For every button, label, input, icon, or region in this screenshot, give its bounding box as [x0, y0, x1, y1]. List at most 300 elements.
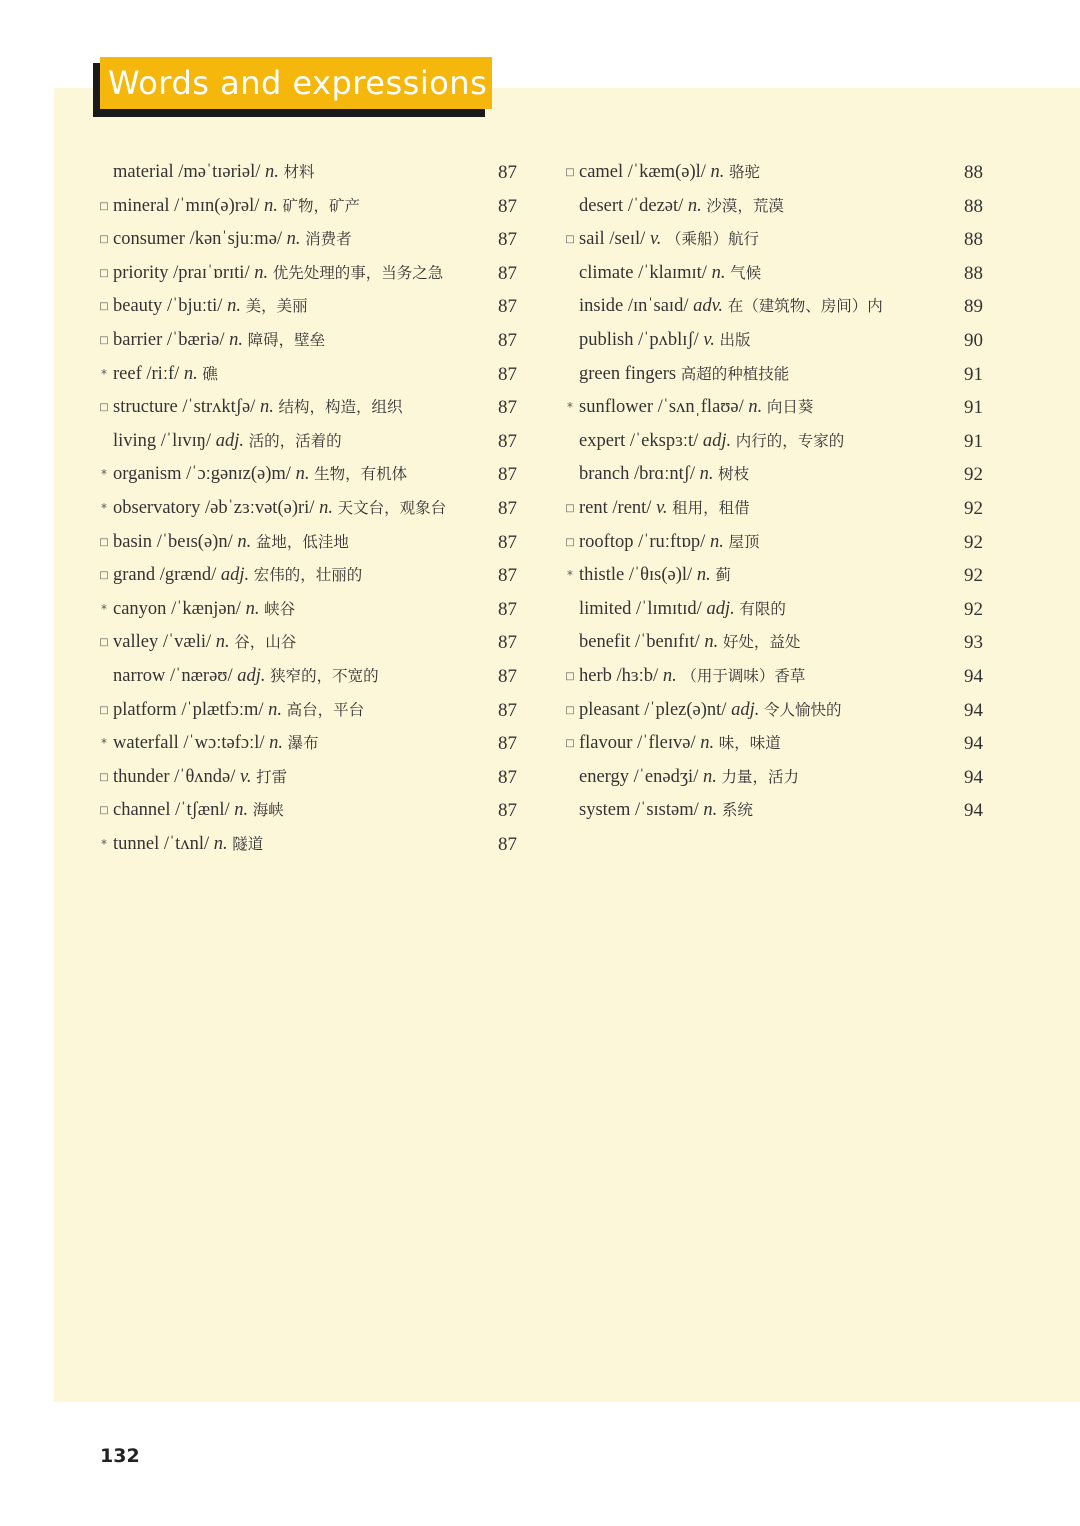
entry-part-of-speech: n.: [696, 565, 711, 586]
entry-part-of-speech: n.: [259, 397, 274, 418]
entry-marker: □: [99, 267, 109, 279]
entry-word: thunder: [113, 766, 170, 787]
entry-part-of-speech: adj.: [215, 430, 244, 451]
vocabulary-entry: [563, 526, 983, 560]
entry-text: [113, 156, 315, 190]
entry-marker: □: [565, 670, 575, 682]
entry-text: [113, 458, 407, 492]
entry-text: [579, 290, 883, 324]
entry-marker: □: [99, 805, 109, 817]
entry-text: [113, 694, 364, 728]
entry-word: expert: [579, 430, 626, 451]
entry-page: 87: [498, 229, 517, 251]
entry-word: climate: [579, 262, 634, 283]
entry-phonetic: /ˈnærəʊ/: [170, 665, 233, 686]
entry-phonetic: /ɪnˈsaɪd/: [627, 296, 689, 317]
entry-marker: □: [99, 570, 109, 582]
vocabulary-entry: [563, 559, 983, 593]
entry-phonetic: /ˈbenɪfɪt/: [635, 632, 700, 653]
entry-phonetic: /riːf/: [146, 363, 180, 384]
entry-word: flavour: [579, 733, 633, 754]
entry-meaning: 在（建筑物、房间）内: [727, 297, 883, 316]
entry-page: 87: [498, 632, 517, 654]
entry-page: 87: [498, 833, 517, 855]
entry-part-of-speech: n.: [215, 632, 230, 653]
entry-phonetic: /ˈkæm(ə)l/: [627, 162, 706, 182]
entry-part-of-speech: n.: [227, 296, 241, 317]
entry-phonetic: /ˈθɪs(ə)l/: [628, 565, 693, 586]
entry-part-of-speech: n.: [268, 699, 283, 720]
vocabulary-entry: [97, 324, 517, 358]
entry-phonetic: /məˈtɪəriəl/: [178, 162, 261, 182]
entry-page: 94: [964, 699, 983, 721]
entry-page: 90: [964, 329, 983, 351]
entry-page: 89: [964, 296, 983, 318]
entry-meaning: 向日葵: [766, 398, 814, 417]
entry-word: camel: [579, 162, 624, 182]
entry-word: sunflower: [579, 397, 653, 418]
vocabulary-entry: [563, 190, 983, 224]
entry-marker: □: [565, 502, 575, 514]
entry-text: [579, 223, 759, 257]
entry-text: [579, 694, 841, 728]
vocabulary-entry: [563, 694, 983, 728]
entry-meaning: 味，味道: [718, 734, 781, 753]
entry-part-of-speech: n.: [687, 195, 702, 216]
vocabulary-entry: [563, 324, 983, 358]
entry-phonetic: /kənˈsjuːmə/: [189, 229, 283, 250]
entry-phonetic: /ˈstrʌktʃə/: [182, 397, 256, 418]
entry-page: 91: [964, 397, 983, 419]
vocabulary-entry: [97, 526, 517, 560]
vocabulary-entry: [97, 593, 517, 627]
section-title: Words and expressions: [100, 57, 492, 109]
entry-marker: □: [99, 637, 109, 649]
entry-page: 91: [964, 363, 983, 385]
star-marker: *: [101, 366, 107, 381]
entry-meaning: 结构，构造，组织: [278, 398, 403, 417]
entry-part-of-speech: adj.: [220, 565, 250, 586]
vocabulary-entry: [97, 694, 517, 728]
entry-page: 87: [498, 464, 517, 486]
entry-page: 87: [498, 296, 517, 318]
vocabulary-entry: [97, 358, 517, 392]
entry-page: 87: [498, 733, 517, 755]
star-marker: *: [567, 400, 573, 415]
entry-word: canyon: [113, 598, 167, 619]
entry-page: 87: [498, 162, 517, 183]
entry-marker: □: [565, 738, 575, 750]
entry-marker: □: [99, 301, 109, 313]
entry-page: 87: [498, 329, 517, 351]
entry-text: [579, 626, 800, 660]
entry-page: 87: [498, 195, 517, 217]
entry-word: system: [579, 800, 631, 821]
entry-meaning: 天文台，观象台: [337, 498, 447, 517]
entry-text: [113, 492, 446, 526]
entry-marker: □: [99, 200, 109, 212]
entry-marker: □: [565, 234, 575, 246]
entry-meaning: 高台，平台: [286, 700, 365, 719]
entry-meaning: （用于调味）香草: [681, 666, 806, 685]
entry-text: [113, 794, 284, 828]
entry-meaning: 好处，益处: [722, 633, 801, 652]
entry-part-of-speech: n.: [229, 329, 243, 350]
entry-marker: □: [99, 704, 109, 716]
star-marker: *: [101, 467, 107, 482]
entry-part-of-speech: n.: [699, 464, 714, 485]
entry-word: rooftop: [579, 531, 634, 552]
vocabulary-entry: [97, 492, 517, 526]
vocabulary-entry: [97, 290, 517, 324]
entry-meaning: 活的，活着的: [248, 431, 342, 450]
entry-phonetic: /ˈɔːgənɪz(ə)m/: [186, 464, 291, 485]
entry-part-of-speech: n.: [704, 632, 719, 653]
entry-phonetic: /rent/: [612, 497, 652, 518]
entry-meaning: 盆地，低洼地: [255, 532, 349, 551]
vocabulary-entry: [563, 626, 983, 660]
vocabulary-entry: [563, 223, 983, 257]
entry-page: 87: [498, 766, 517, 788]
entry-word: platform: [113, 699, 177, 720]
vocabulary-entry: [563, 492, 983, 526]
vocabulary-entry: [563, 257, 983, 291]
entry-meaning: 隧道: [232, 834, 264, 853]
vocabulary-entry: [97, 391, 517, 425]
entry-phonetic: /ˈfleɪvə/: [637, 733, 696, 754]
entry-phonetic: /əbˈzɜːvət(ə)ri/: [204, 497, 315, 518]
entry-part-of-speech: adj.: [706, 598, 735, 619]
entry-meaning: 生物，有机体: [314, 465, 408, 484]
entry-phonetic: /ˈmɪn(ə)rəl/: [174, 195, 260, 216]
entry-part-of-speech: adj.: [702, 430, 732, 451]
entry-phonetic: /ˈbjuːti/: [166, 296, 223, 317]
entry-part-of-speech: v.: [649, 229, 662, 250]
vocabulary-entry: [563, 660, 983, 694]
entry-page: 92: [964, 565, 983, 587]
entry-part-of-speech: n.: [237, 531, 252, 552]
entry-text: [113, 425, 342, 459]
vocabulary-entry: [563, 593, 983, 627]
vocabulary-entry: [563, 794, 983, 828]
entry-meaning: 有限的: [739, 599, 786, 618]
entry-word: channel: [113, 800, 171, 821]
entry-text: [579, 391, 813, 425]
entry-phonetic: /ˈtʌnl/: [163, 833, 210, 854]
entry-part-of-speech: n.: [234, 800, 249, 821]
entry-word: publish: [579, 329, 634, 350]
entry-phonetic: /ˈpʌblɪʃ/: [638, 329, 699, 350]
entry-page: 91: [964, 430, 983, 452]
entry-meaning: 礁: [202, 364, 218, 383]
entry-page: 88: [964, 229, 983, 251]
entry-word: energy: [579, 766, 629, 787]
entry-part-of-speech: n.: [245, 598, 260, 619]
entry-page: 87: [498, 800, 517, 822]
entry-word: barrier: [113, 329, 163, 350]
entry-phonetic: /ˈsɪstəm/: [635, 800, 699, 821]
entry-page: 88: [964, 195, 983, 217]
entry-marker: □: [99, 402, 109, 414]
entry-meaning: 狭窄的，不宽的: [270, 666, 379, 685]
entry-word: rent: [579, 497, 608, 518]
entry-word: pleasant: [579, 699, 640, 720]
entry-phonetic: /ˈekspɜːt/: [629, 430, 699, 451]
page-number: 132: [100, 1445, 140, 1467]
entry-meaning: 骆驼: [729, 163, 761, 181]
entry-page: 87: [498, 565, 517, 587]
vocabulary-entry: [97, 559, 517, 593]
entry-part-of-speech: n.: [286, 229, 301, 250]
vocabulary-entry: [97, 828, 517, 862]
entry-word: inside: [579, 296, 624, 317]
entry-part-of-speech: adj.: [237, 665, 266, 686]
entry-meaning: 海峡: [252, 801, 284, 820]
entry-text: [113, 559, 362, 593]
entry-meaning: 美，美丽: [245, 297, 308, 316]
entry-part-of-speech: n.: [183, 363, 198, 384]
entry-word: material: [113, 162, 174, 182]
entry-part-of-speech: n.: [700, 733, 715, 754]
entry-word: beauty: [113, 296, 163, 317]
entry-part-of-speech: n.: [702, 766, 717, 787]
entry-part-of-speech: adv.: [693, 296, 724, 317]
entry-part-of-speech: n.: [254, 262, 269, 283]
entry-meaning: 租用，租借: [672, 498, 750, 517]
star-marker: *: [101, 500, 107, 515]
entry-page: 92: [964, 464, 983, 486]
entry-meaning: 树枝: [718, 465, 750, 484]
entry-word: herb: [579, 665, 612, 686]
entry-word: living: [113, 430, 157, 451]
entry-meaning: 峡谷: [264, 599, 296, 618]
vocabulary-entry: [563, 761, 983, 795]
entry-text: [113, 190, 360, 224]
entry-phonetic: /brɑːntʃ/: [633, 464, 696, 485]
entry-part-of-speech: n.: [264, 195, 278, 216]
entry-text: [579, 358, 789, 392]
entry-text: [579, 794, 753, 828]
entry-phonetic: /ˈtʃænl/: [175, 800, 230, 821]
vocabulary-entry: [563, 391, 983, 425]
entry-phonetic: /ˈruːftɒp/: [638, 531, 706, 552]
entry-meaning: 矿物，矿产: [282, 196, 361, 215]
entry-text: [113, 324, 325, 358]
entry-word: desert: [579, 195, 624, 216]
entry-part-of-speech: n.: [213, 833, 228, 854]
entry-text: [579, 593, 786, 627]
entry-meaning: 优先处理的事，当务之急: [272, 263, 444, 282]
vocabulary-entry: [97, 794, 517, 828]
entry-phonetic: /ˈbeɪs(ə)n/: [156, 531, 233, 552]
entry-meaning: 宏伟的，壮丽的: [253, 566, 363, 585]
vocabulary-entry: [97, 223, 517, 257]
entry-meaning: 高超的种植技能: [680, 364, 790, 383]
entry-word: branch: [579, 464, 630, 485]
entry-word: sail: [579, 229, 605, 250]
entry-text: [579, 458, 749, 492]
entry-page: 94: [964, 766, 983, 788]
entry-phonetic: /ˈenədʒi/: [633, 766, 699, 787]
entry-page: 87: [498, 699, 517, 721]
entry-word: organism: [113, 464, 182, 485]
entry-phonetic: /ˈbæriə/: [166, 329, 225, 350]
entry-text: [113, 526, 349, 560]
entry-page: 88: [964, 162, 983, 183]
entry-phonetic: /seɪl/: [609, 229, 646, 250]
entry-part-of-speech: n.: [711, 262, 726, 283]
entry-word: benefit: [579, 632, 631, 653]
entry-page: 87: [498, 397, 517, 419]
entry-page: 88: [964, 262, 983, 284]
entry-text: [579, 425, 844, 459]
entry-text: [113, 391, 402, 425]
vocabulary-entry: [97, 626, 517, 660]
entry-phonetic: /ˈsʌnˌflaʊə/: [657, 397, 744, 418]
entry-meaning: 出版: [719, 330, 751, 349]
entry-meaning: 屋顶: [728, 532, 760, 551]
entry-word: thistle: [579, 565, 625, 586]
entry-meaning: 令人愉快的: [763, 700, 842, 719]
entry-phonetic: /ˈlɪvɪŋ/: [160, 430, 212, 451]
entry-phonetic: /praɪˈɒrɪti/: [173, 262, 250, 283]
entry-word: consumer: [113, 229, 185, 250]
vocabulary-entry: [97, 458, 517, 492]
entry-page: 87: [498, 497, 517, 519]
entry-part-of-speech: adj.: [731, 699, 760, 720]
entry-word: grand: [113, 565, 156, 586]
entry-word: reef: [113, 363, 142, 384]
entry-phonetic: /ˈplætfɔːm/: [181, 699, 264, 720]
entry-meaning: （乘船）航行: [666, 230, 760, 249]
entry-meaning: 气候: [730, 263, 762, 282]
vocabulary-entry: [97, 257, 517, 291]
entry-text: [579, 492, 750, 526]
entry-text: [579, 324, 750, 358]
entry-marker: □: [565, 536, 575, 548]
entry-text: [113, 761, 287, 795]
entry-word: green fingers: [579, 363, 677, 384]
entry-part-of-speech: n.: [265, 162, 279, 182]
entry-word: priority: [113, 262, 169, 283]
entry-phonetic: /ˈwɔːtəfɔːl/: [183, 733, 265, 754]
entry-page: 93: [964, 632, 983, 654]
entry-text: [579, 559, 731, 593]
entry-word: basin: [113, 531, 153, 552]
entry-part-of-speech: v.: [703, 329, 715, 350]
vocabulary-column-left: [97, 156, 517, 861]
entry-meaning: 打雷: [256, 767, 288, 786]
entry-page: 92: [964, 531, 983, 553]
entry-page: 94: [964, 665, 983, 687]
entry-word: structure: [113, 397, 178, 418]
entry-word: valley: [113, 632, 159, 653]
entry-word: limited: [579, 598, 632, 619]
entry-phonetic: /ˈlɪmɪtɪd/: [636, 598, 702, 619]
entry-text: [579, 156, 760, 190]
vocabulary-entry: [97, 660, 517, 694]
star-marker: *: [101, 736, 107, 751]
entry-phonetic: /ˈklaɪmɪt/: [638, 262, 707, 283]
entry-text: [579, 727, 781, 761]
vocabulary-entry: [563, 458, 983, 492]
entry-phonetic: /grænd/: [159, 565, 217, 586]
entry-text: [113, 727, 319, 761]
entry-meaning: 谷，山谷: [234, 633, 297, 652]
entry-part-of-speech: n.: [710, 162, 725, 182]
entry-phonetic: /ˈplez(ə)nt/: [644, 699, 727, 720]
entry-text: [113, 257, 443, 291]
entry-meaning: 材料: [283, 163, 315, 181]
entry-marker: □: [99, 771, 109, 783]
vocabulary-entry: [563, 290, 983, 324]
entry-part-of-speech: n.: [703, 800, 718, 821]
entry-phonetic: /ˈθʌndə/: [174, 766, 236, 787]
entry-part-of-speech: v.: [656, 497, 668, 518]
vocabulary-entry: [563, 425, 983, 459]
entry-page: 92: [964, 598, 983, 620]
star-marker: *: [567, 568, 573, 583]
entry-marker: □: [99, 536, 109, 548]
entry-part-of-speech: n.: [295, 464, 310, 485]
entry-word: narrow: [113, 665, 166, 686]
vocabulary-entry: [563, 727, 983, 761]
vocabulary-entry: [97, 425, 517, 459]
entry-page: 94: [964, 733, 983, 755]
entry-word: tunnel: [113, 833, 160, 854]
entry-page: 94: [964, 800, 983, 822]
entry-text: [113, 290, 308, 324]
entry-meaning: 力量，活力: [721, 767, 799, 786]
entry-text: [113, 626, 296, 660]
entry-text: [579, 257, 761, 291]
star-marker: *: [101, 601, 107, 616]
entry-text: [113, 223, 352, 257]
entry-meaning: 蓟: [715, 566, 731, 585]
entry-phonetic: /ˈvæli/: [162, 632, 212, 653]
entry-meaning: 消费者: [305, 230, 352, 249]
entry-page: 87: [498, 262, 517, 284]
vocabulary-entry: [97, 761, 517, 795]
entry-meaning: 沙漠，荒漠: [706, 196, 784, 215]
entry-part-of-speech: n.: [319, 497, 333, 518]
entry-marker: □: [565, 704, 575, 716]
entry-text: [113, 828, 263, 862]
vocabulary-entry: [97, 190, 517, 224]
entry-part-of-speech: n.: [269, 733, 284, 754]
entry-meaning: 内行的，专家的: [735, 431, 845, 450]
vocabulary-entry: [563, 156, 983, 190]
entry-phonetic: /ˈkænjən/: [171, 598, 241, 619]
vocabulary-column-right: [563, 156, 983, 828]
entry-part-of-speech: n.: [709, 531, 724, 552]
vocabulary-entry: [563, 358, 983, 392]
entry-meaning: 瀑布: [287, 734, 319, 753]
entry-text: [113, 358, 218, 392]
entry-meaning: 系统: [721, 801, 753, 820]
entry-text: [579, 660, 805, 694]
entry-part-of-speech: n.: [748, 397, 763, 418]
star-marker: *: [101, 836, 107, 851]
entry-text: [579, 526, 759, 560]
entry-page: 87: [498, 598, 517, 620]
entry-text: [579, 190, 784, 224]
entry-phonetic: /hɜːb/: [616, 665, 659, 686]
entry-page: 87: [498, 531, 517, 553]
entry-page: 87: [498, 363, 517, 385]
entry-page: 92: [964, 497, 983, 519]
entry-text: [579, 761, 799, 795]
